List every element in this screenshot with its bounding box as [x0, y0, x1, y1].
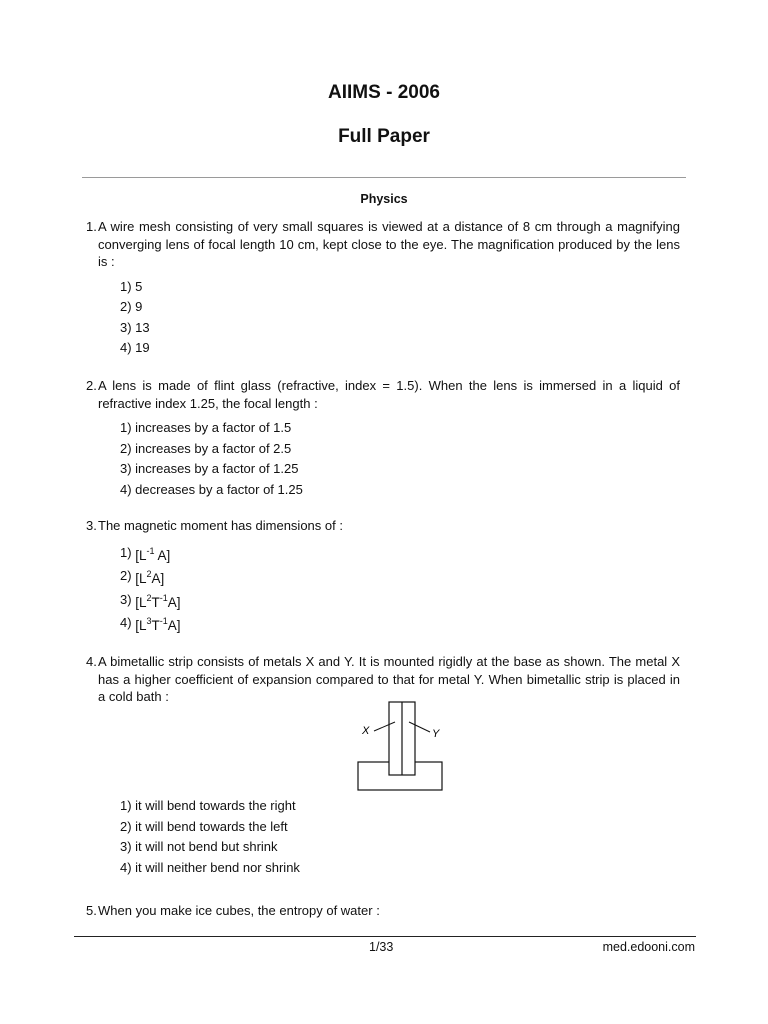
option: 4) $[L^3T^{-1}A]$ [120, 611, 680, 635]
question-text: When you make ice cubes, the entropy of water : [98, 903, 380, 918]
option: 2) 9 [120, 299, 143, 314]
footer-divider [74, 936, 696, 937]
option-list [98, 418, 680, 500]
option: 4) decreases by a factor of 1.25 [120, 481, 303, 497]
question-4-options [98, 796, 680, 878]
question-text: A bimetallic strip consists of metals X and Y. It is mounted rigidly at the base as shown. The metal X has a higher coefficient of expansion compared to that for metal Y. When bimetallic strip is placed in a cold bath : [98, 654, 680, 704]
question-number: 5. [86, 903, 97, 918]
option: 3) increases by a factor of 1.25 [120, 461, 299, 476]
dimension-formula: $[L^3T^{-1}A]$ [135, 616, 181, 633]
footer-site: med.edooni.com [602, 940, 695, 954]
question-5 [86, 902, 680, 920]
question-number: 1. [86, 219, 97, 234]
question-1 [86, 218, 680, 359]
dimension-formula: $[L^2T^{-1}A]$ [135, 592, 181, 610]
option: 2) it will bend towards the left [120, 818, 288, 834]
question-2 [86, 377, 680, 500]
option: 3) it will not bend but shrink [120, 839, 278, 854]
option: 1) 5 [120, 278, 143, 294]
header-divider [82, 177, 686, 178]
paper-subtitle: Full Paper [338, 126, 430, 147]
option: 1) [$L^{-1}$ A] [120, 541, 680, 565]
option: 4) 19 [120, 340, 150, 355]
question-text: The magnetic moment has dimensions of : [98, 518, 343, 533]
option: 1) it will bend towards the right [120, 798, 296, 813]
question-number: 2. [86, 378, 97, 393]
option: 4) it will neither bend nor shrink [120, 859, 300, 875]
label-y: Y [432, 728, 440, 740]
label-x: X [362, 725, 370, 737]
dimension-formula: $[L^2A]$ [135, 569, 165, 586]
dimension-formula: [$L^{-1}$ A] [135, 545, 171, 563]
question-number: 4. [86, 654, 97, 669]
paper-title: AIIMS - 2006 [328, 82, 440, 103]
option-list [98, 277, 680, 359]
question-4 [86, 653, 680, 706]
page-number: 1/33 [369, 940, 394, 954]
option: 1) increases by a factor of 1.5 [120, 420, 292, 435]
option: 3) 13 [120, 319, 150, 335]
question-3 [86, 517, 680, 635]
option-list [98, 541, 680, 635]
option: 2) increases by a factor of 2.5 [120, 440, 292, 456]
section-heading: Physics [360, 192, 408, 206]
option-list [98, 796, 680, 878]
option: 3) $[L^2T^{-1}A]$ [120, 588, 680, 612]
bimetallic-strip-figure [350, 700, 450, 792]
option: 2) $[L^2A]$ [120, 564, 680, 588]
question-text: A lens is made of flint glass (refractive, index = 1.5). When the lens is immersed in a liquid of refractive index 1.25, the focal length : [98, 378, 680, 411]
question-text: A wire mesh consisting of very small squares is viewed at a distance of 8 cm through a magnifying converging lens of focal length 10 cm, kept close to the eye. The magnification produced by the lens is : [98, 219, 680, 269]
question-number: 3. [86, 518, 97, 533]
